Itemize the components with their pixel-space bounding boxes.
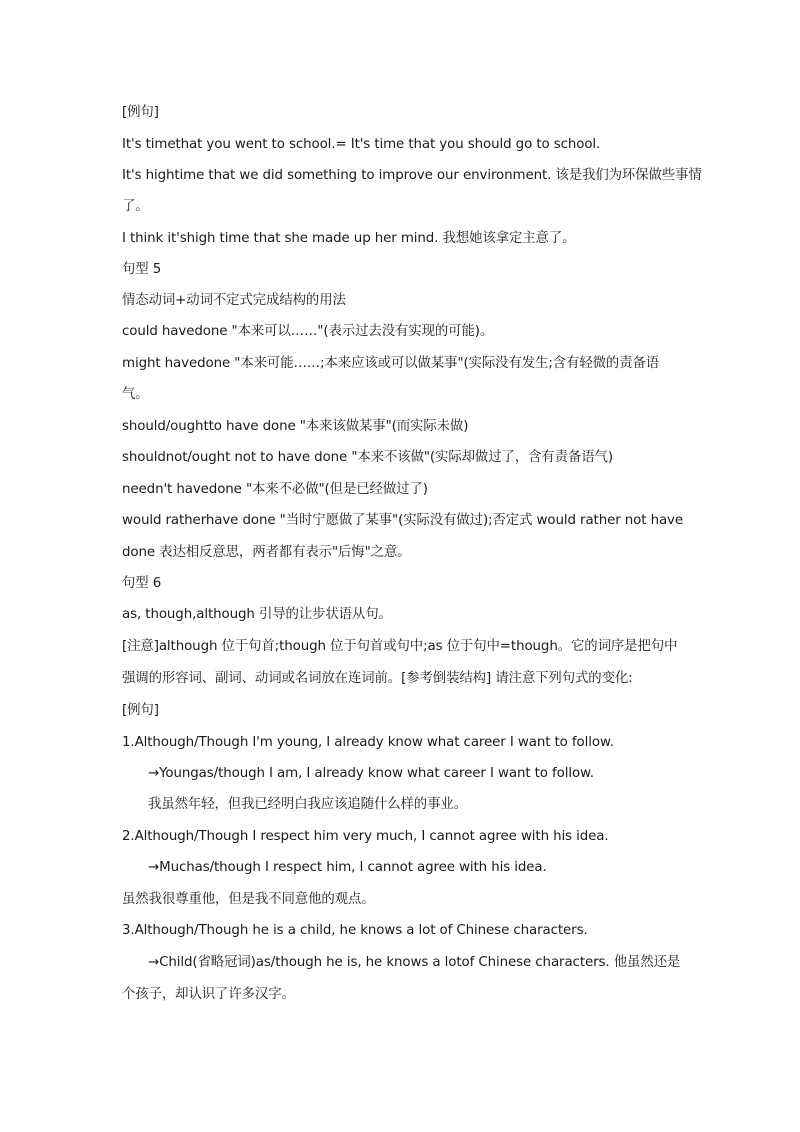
text-line: 情态动词+动词不定式完成结构的用法 bbox=[122, 293, 346, 308]
text-line: 个孩子，却认识了许多汉字。 bbox=[122, 987, 295, 1002]
example-heading: [例句] bbox=[122, 703, 159, 718]
example-translation: 虽然我很尊重他，但是我不同意他的观点。 bbox=[122, 892, 375, 907]
text-line: could havedone "本来可以……"(表示过去没有实现的可能)。 bbox=[122, 324, 494, 339]
text-line: would ratherhave done "当时宁愿做了某事"(实际没有做过);否定式 would rather not have bbox=[122, 513, 684, 528]
text-line: It's hightime that we did something to improve our environment. 该是我们为环保做些事情 bbox=[122, 168, 702, 183]
example-transform: →Youngas/though I am, I already know what career I want to follow. bbox=[148, 766, 594, 781]
text-line: 了。 bbox=[122, 199, 149, 214]
text-line: I think it'shigh time that she made up her mind. 我想她该拿定主意了。 bbox=[122, 231, 576, 246]
text-line: needn't havedone "本来不必做"(但是已经做过了) bbox=[122, 482, 428, 497]
section-heading: 句型 6 bbox=[122, 576, 162, 591]
text-line: It's timethat you went to school.= It's time that you should go to school. bbox=[122, 137, 601, 152]
example-translation: 我虽然年轻，但我已经明白我应该追随什么样的事业。 bbox=[148, 797, 467, 812]
text-line: as, though,although 引导的让步状语从句。 bbox=[122, 607, 392, 622]
text-line: [注意]although 位于句首;though 位于句首或句中;as 位于句中=though。它的词序是把句中 bbox=[122, 639, 678, 654]
section-heading: 句型 5 bbox=[122, 262, 162, 277]
example-sentence: 1.Although/Though I'm young, I already know what career I want to follow. bbox=[122, 735, 614, 750]
example-sentence: 2.Although/Though I respect him very much, I cannot agree with his idea. bbox=[122, 829, 609, 844]
example-heading: [例句] bbox=[122, 105, 159, 120]
example-transform: →Muchas/though I respect him, I cannot agree with his idea. bbox=[148, 860, 547, 875]
example-transform: →Child(省略冠词)as/though he is, he knows a lotof Chinese characters. 他虽然还是 bbox=[148, 955, 681, 970]
text-line: 气。 bbox=[122, 387, 149, 402]
text-line: should/oughtto have done "本来该做某事"(而实际未做) bbox=[122, 419, 469, 434]
example-sentence: 3.Although/Though he is a child, he knows a lot of Chinese characters. bbox=[122, 923, 588, 938]
text-line: done 表达相反意思，两者都有表示"后悔"之意。 bbox=[122, 545, 411, 560]
text-line: shouldnot/ought not to have done "本来不该做"(实际却做过了，含有责备语气) bbox=[122, 450, 613, 465]
text-line: 强调的形容词、副词、动词或名词放在连词前。[参考倒装结构] 请注意下列句式的变化: bbox=[122, 671, 633, 686]
text-line: might havedone "本来可能……;本来应该或可以做某事"(实际没有发生;含有轻微的责备语 bbox=[122, 356, 660, 371]
